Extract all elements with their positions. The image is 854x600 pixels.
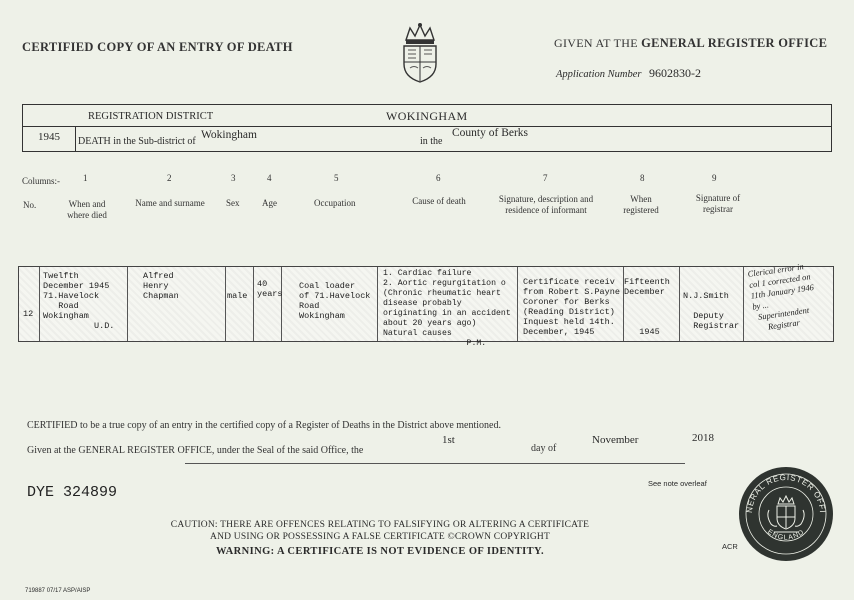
- header-sex: Sex: [226, 198, 240, 208]
- certification-day: 1st: [442, 434, 455, 446]
- print-code: 719887 07/17 ASP/AISP: [25, 588, 91, 594]
- column-number-7: 7: [543, 173, 548, 183]
- header-cause: Cause of death: [412, 196, 466, 206]
- registration-district-value: WOKINGHAM: [386, 109, 468, 123]
- general-register-office-seal: [738, 466, 834, 562]
- header-no: No.: [23, 200, 37, 210]
- entry-when-registered: Fifteenth December 1945: [624, 277, 670, 337]
- caution-line-2: AND USING OR POSSESSING A FALSE CERTIFICATE ©CROWN COPYRIGHT: [210, 532, 550, 542]
- county-value: County of Berks: [452, 127, 529, 139]
- column-number-8: 8: [640, 173, 645, 183]
- application-number-label: Application Number: [556, 69, 642, 80]
- column-number-9: 9: [712, 173, 717, 183]
- header-name: Name and surname: [135, 198, 205, 208]
- column-number-3: 3: [231, 173, 236, 183]
- in-the-label: in the: [420, 136, 443, 147]
- application-number-value: 9602830-2: [649, 66, 701, 80]
- certification-month: November: [592, 434, 639, 446]
- given-prefix: GIVEN AT THE: [554, 36, 638, 50]
- certificate-title: CERTIFIED COPY OF AN ENTRY OF DEATH: [22, 40, 293, 54]
- seal-top-text: NERAL REGISTER OFFI: [744, 472, 828, 514]
- marginal-correction-note: Clerical error in col 1 corrected on 11th January 1946 by ... Superintendent Registrar: [747, 261, 815, 334]
- certification-line-1: CERTIFIED to be a true copy of an entry in the certified copy of a Register of Deaths in the District above mentioned.: [27, 420, 501, 431]
- column-number-2: 2: [167, 173, 172, 183]
- entry-sex: male: [227, 291, 248, 301]
- header-when-where: When and where died: [67, 199, 107, 220]
- given-office: GENERAL REGISTER OFFICE: [641, 36, 828, 50]
- certification-year: 2018: [692, 432, 714, 444]
- header-age: Age: [262, 198, 277, 208]
- registration-district-label: REGISTRATION DISTRICT: [88, 111, 214, 122]
- header-when-registered: When registered: [623, 194, 659, 215]
- column-number-6: 6: [436, 173, 441, 183]
- identity-warning: WARNING: A CERTIFICATE IS NOT EVIDENCE OF IDENTITY.: [215, 546, 545, 557]
- certification-day-of: day of: [531, 443, 557, 454]
- header-occupation: Occupation: [314, 198, 356, 208]
- seal-bottom-text: ENGLAND: [765, 528, 806, 542]
- royal-crest-icon: [398, 22, 442, 84]
- entry-occupation: Coal loader of 71.Havelock Road Wokingham: [299, 281, 371, 321]
- entry-age: 40 years: [257, 279, 283, 299]
- certificate-serial: DYE 324899: [27, 484, 118, 501]
- column-number-1: 1: [83, 173, 88, 183]
- certification-line-2: Given at the GENERAL REGISTER OFFICE, under the Seal of the said Office, the: [27, 445, 364, 456]
- entry-cause-of-death: 1. Cardiac failure 2. Aortic regurgitation o (Chronic rheumatic heart disease probably originating in an accident about 20 years ago) Natural causes P.M.: [383, 269, 511, 348]
- signature-rule: [185, 463, 685, 464]
- death-entry-row: [18, 261, 834, 348]
- column-number-4: 4: [267, 173, 272, 183]
- header-informant: Signature, description and residence of informant: [498, 194, 594, 215]
- death-year: 1945: [38, 131, 60, 143]
- caution-line-1: CAUTION: THERE ARE OFFENCES RELATING TO FALSIFYING OR ALTERING A CERTIFICATE: [170, 520, 590, 530]
- header-registrar: Signature of registrar: [695, 193, 741, 214]
- subdistrict-value: Wokingham: [201, 129, 257, 141]
- entry-number: 12: [23, 309, 34, 319]
- columns-label: Columns:-: [22, 176, 61, 186]
- acr-mark: ACR: [722, 542, 738, 551]
- entry-when-where: Twelfth December 1945 71.Havelock Road Wokingham U.D.: [43, 271, 115, 331]
- see-note-overleaf: See note overleaf: [648, 479, 707, 488]
- entry-registrar: N.J.Smith Deputy Registrar: [683, 291, 740, 331]
- given-at-header: [554, 36, 827, 51]
- subdistrict-label: DEATH in the Sub-district of: [78, 136, 196, 147]
- column-number-5: 5: [334, 173, 339, 183]
- entry-informant: Certificate receiv from Robert S.Payne Coroner for Berks (Reading District) Inquest held 14th. December, 1945: [523, 277, 620, 337]
- entry-name: Alfred Henry Chapman: [143, 271, 179, 301]
